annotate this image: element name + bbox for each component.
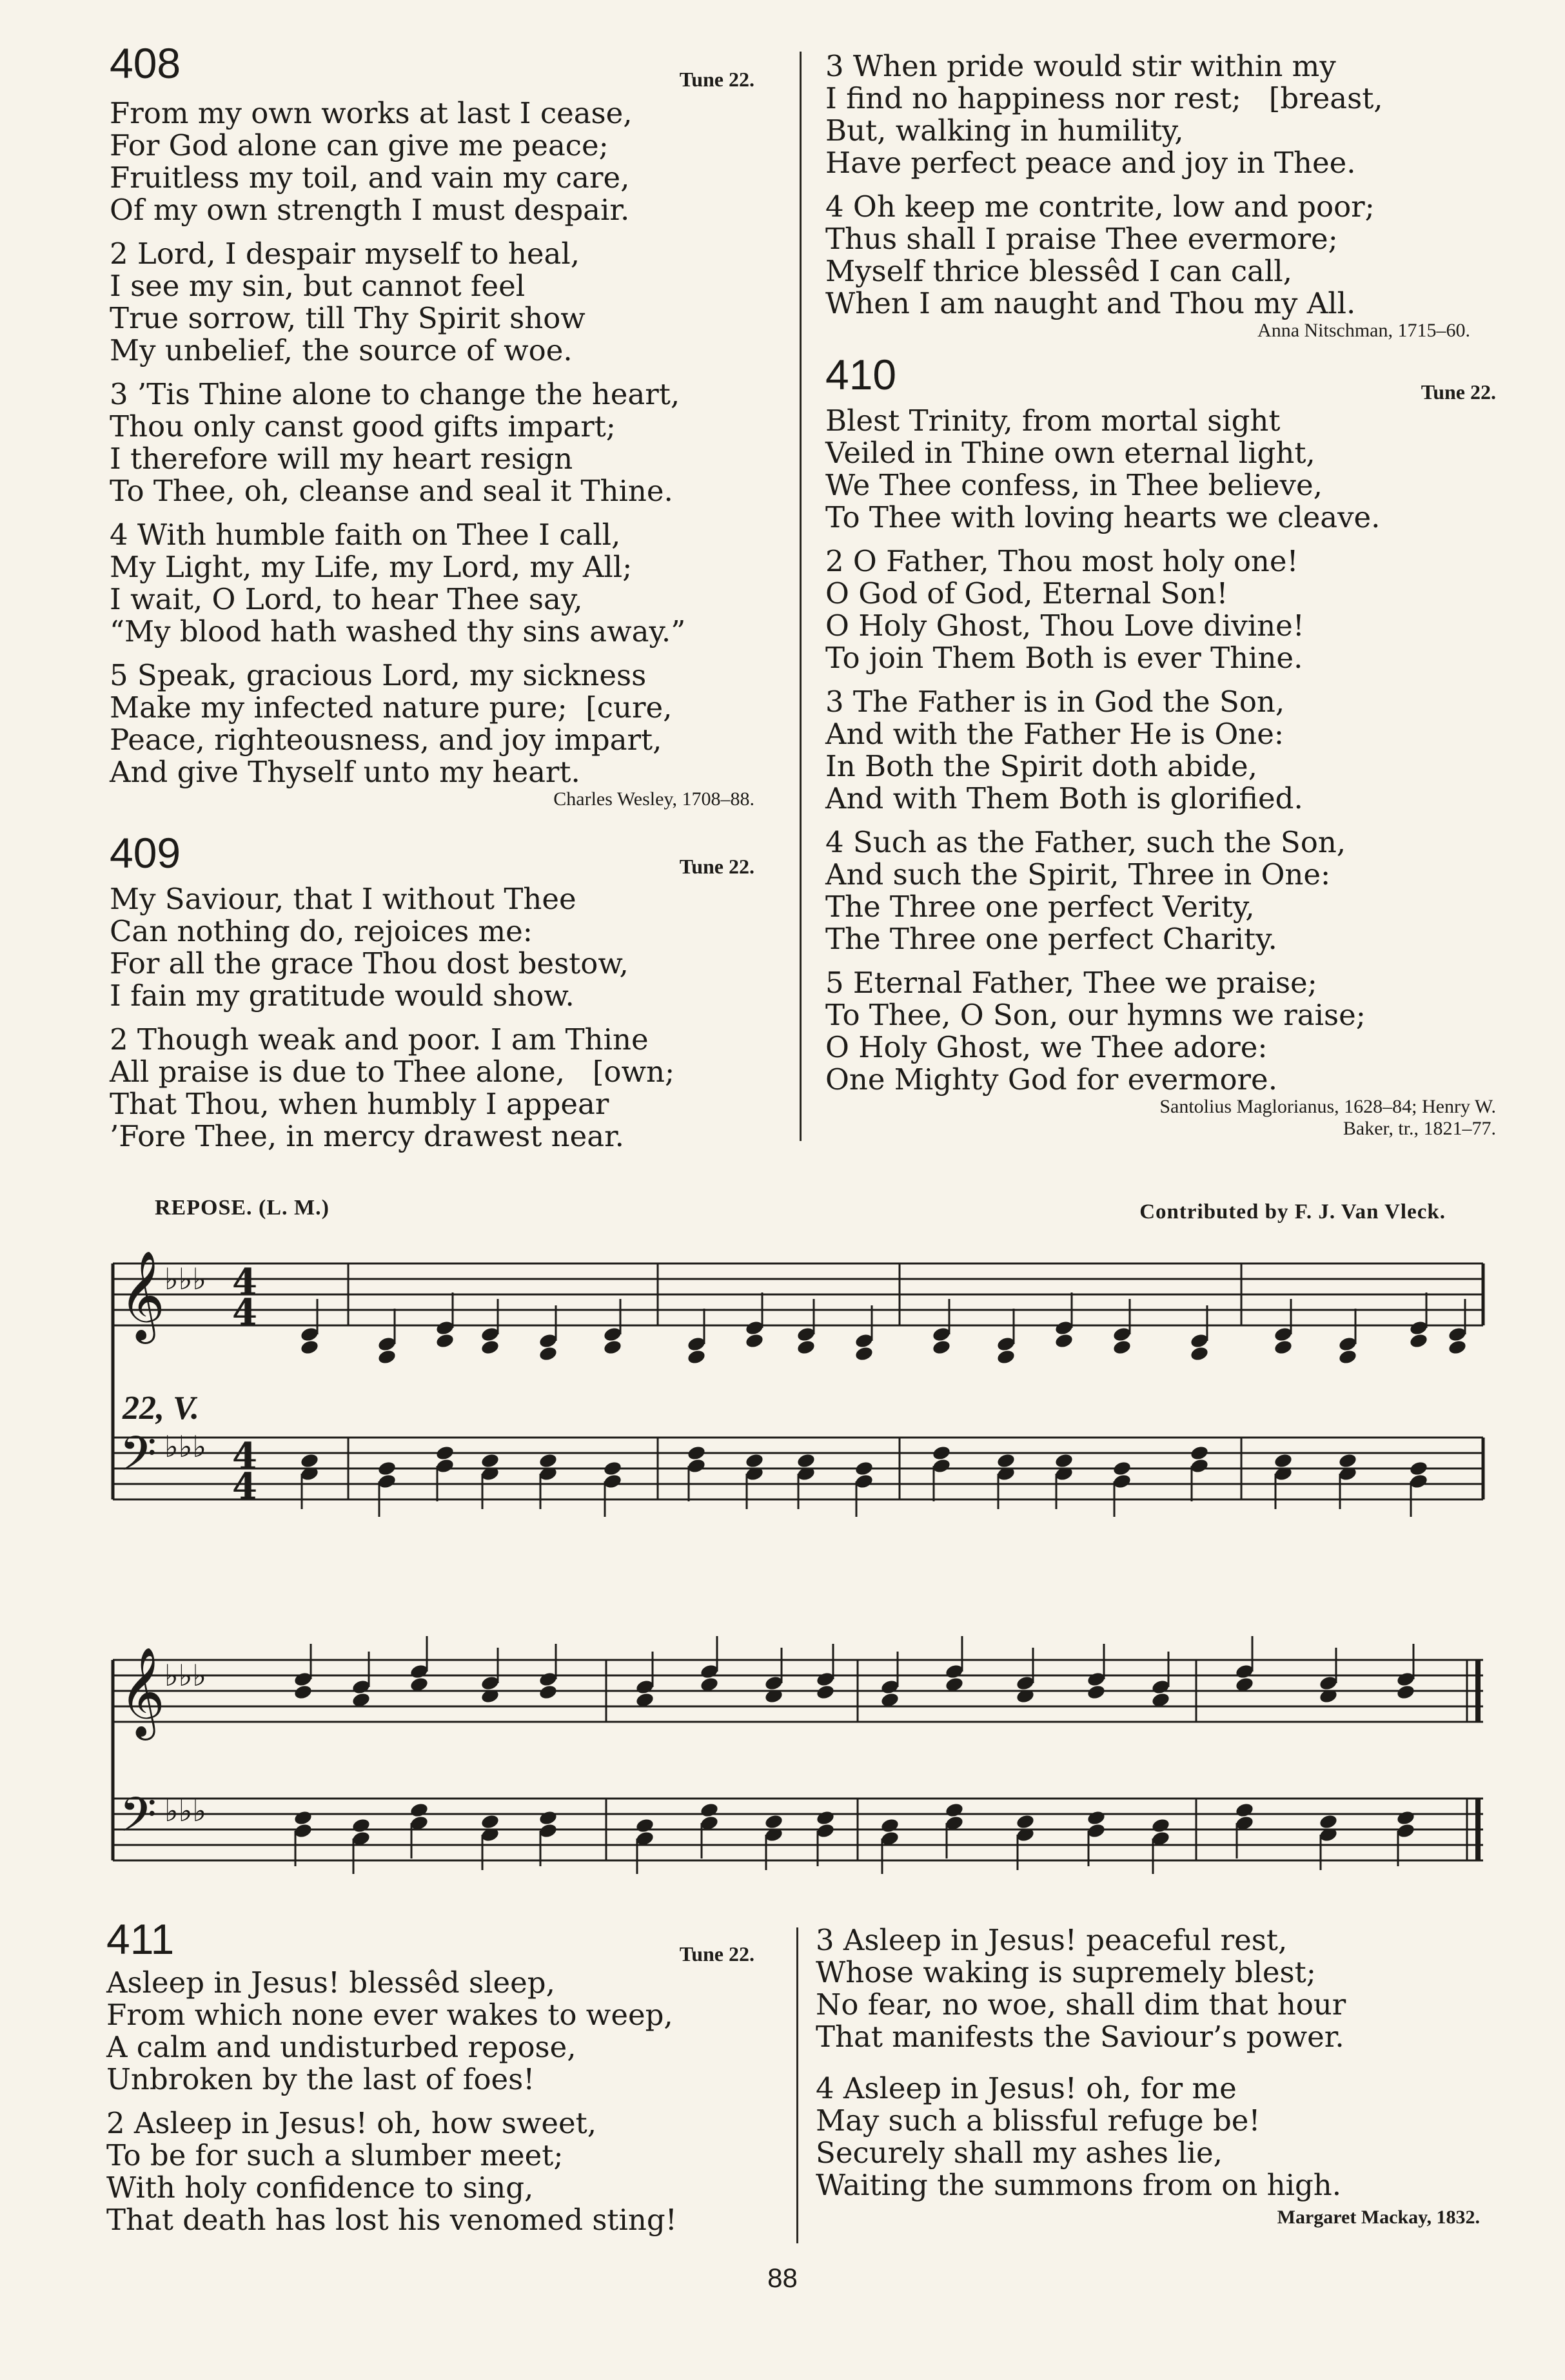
hymn-409-first	[110, 829, 767, 1153]
note-head	[687, 1445, 707, 1461]
note-head	[1112, 1460, 1132, 1477]
svg-text:4: 4	[232, 1465, 257, 1508]
note-head	[538, 1809, 558, 1826]
tune-reference: Tune 22.	[679, 68, 754, 91]
note-head	[1448, 1339, 1468, 1356]
key-signature-flats: ♭♭♭	[164, 1429, 207, 1464]
note-head	[1338, 1349, 1358, 1365]
key-signature-flats: ♭♭♭	[164, 1262, 207, 1296]
contributor-credit: Contributed by F. J. Van Vleck.	[1139, 1200, 1446, 1224]
tune-title: REPOSE. (L. M.)	[155, 1196, 330, 1220]
hymn-409-continued	[825, 50, 1509, 342]
stanza: 5 Speak, gracious Lord, my sickness Make my infected nature pure; [cure, Peace, righteousness, and joy impart, And give Thyself unto my heart.	[110, 658, 673, 789]
note-head	[932, 1339, 952, 1356]
note-head	[1396, 1809, 1416, 1826]
hymn-410	[825, 353, 1509, 1140]
note-head	[480, 1452, 500, 1469]
note-head	[745, 1332, 765, 1349]
music-score	[0, 1225, 1565, 1934]
note-head	[1087, 1809, 1107, 1826]
note-head	[764, 1813, 784, 1830]
page-number: 88	[767, 2263, 798, 2293]
stanza: 3 The Father is in God the Son, And with the Father He is One: In Both the Spirit doth abide, And with Them Both is glorified.	[825, 685, 1303, 815]
note-head	[300, 1339, 320, 1356]
tune-reference: Tune 22.	[1421, 380, 1496, 404]
treble-staff-1	[113, 1263, 1483, 1325]
note-head	[538, 1684, 558, 1701]
note-head	[293, 1809, 313, 1826]
svg-text:4: 4	[232, 1291, 257, 1334]
hymn-number: 409	[110, 829, 181, 877]
note-head	[435, 1332, 455, 1349]
time-signature: 4	[232, 1261, 257, 1303]
note-head	[1112, 1339, 1132, 1356]
note-head	[816, 1684, 836, 1701]
note-head	[1274, 1452, 1294, 1469]
note-head	[1190, 1345, 1210, 1362]
author-credit: Santolius Maglorianus, 1628–84; Henry W. Baker, tr., 1821–77.	[1159, 1096, 1496, 1139]
stanza: 3 When pride would stir within my I find no happiness nor rest; [breast, But, walking in humility, Have perfect peace and joy in Thee.	[825, 49, 1383, 180]
note-head	[1338, 1452, 1358, 1469]
note-head	[293, 1684, 313, 1701]
stanza: 4 Oh keep me contrite, low and poor; Thus shall I praise Thee evermore; Myself thrice blessêd I can call, When I am naught and Thou my All.	[825, 190, 1375, 320]
hymn-411-continued	[816, 1924, 1512, 2229]
note-head	[1409, 1460, 1429, 1477]
stanza: 3 Asleep in Jesus! peaceful rest, Whose waking is supremely blest; No fear, no woe, shall dim that hour That manifests the Saviour’s power.	[816, 1923, 1346, 2054]
stanza: 2 Though weak and poor. I am Thine All praise is due to Thee alone, [own; That Thou, when humbly I appear ’Fore Thee, in mercy drawest near.	[110, 1022, 675, 1153]
stanza: 3 ’Tis Thine alone to change the heart, Thou only canst good gifts impart; I therefore will my heart resign To Thee, oh, cleanse and seal it Thine.	[110, 377, 680, 508]
note-head	[1409, 1332, 1429, 1349]
note-head	[480, 1813, 500, 1830]
column-divider	[800, 52, 802, 1141]
hymn-number: 410	[825, 351, 897, 398]
bass-clef-icon: 𝄢	[119, 1426, 157, 1494]
bass-clef-icon: 𝄢	[119, 1787, 157, 1855]
stanza: From my own works at last I cease, For God alone can give me peace; Fruitless my toil, and vain my care, Of my own strength I must despair.	[110, 96, 633, 227]
stanza: 4 Asleep in Jesus! oh, for me May such a blissful refuge be! Securely shall my ashes lie, Waiting the summons from on high.	[816, 2071, 1342, 2202]
note-head	[796, 1339, 816, 1356]
note-head	[538, 1452, 558, 1469]
note-head	[700, 1802, 720, 1819]
tune-reference: Tune 22.	[679, 855, 754, 878]
author-credit: Margaret Mackay, 1832.	[1277, 2207, 1480, 2228]
key-signature-flats: ♭♭♭	[164, 1793, 207, 1828]
note-head	[377, 1349, 397, 1365]
note-head	[745, 1452, 765, 1469]
note-head	[1054, 1452, 1074, 1469]
note-head	[854, 1345, 874, 1362]
note-head	[880, 1817, 900, 1834]
note-head	[377, 1460, 397, 1477]
note-head	[603, 1460, 623, 1477]
note-head	[1274, 1339, 1294, 1356]
note-head	[945, 1802, 965, 1819]
stanza: My Saviour, that I without Thee Can nothing do, rejoices me: For all the grace Thou dost bestow, I fain my gratitude would show.	[110, 882, 629, 1013]
note-head	[300, 1452, 320, 1469]
treble-clef-icon: 𝄞	[119, 1647, 165, 1737]
note-head	[435, 1445, 455, 1461]
note-head	[854, 1460, 874, 1477]
note-head	[538, 1345, 558, 1362]
note-head	[1087, 1684, 1107, 1701]
stanza: 4 With humble faith on Thee I call, My Light, my Life, my Lord, my All; I wait, O Lord, to hear Thee say, “My blood hath washed thy sins away.”	[110, 518, 686, 649]
hymn-number: 411	[106, 1915, 175, 1963]
stanza: Blest Trinity, from mortal sight Veiled in Thine own eternal light, We Thee confess, in Thee believe, To Thee with loving hearts we cleave.	[825, 404, 1381, 534]
note-head	[635, 1817, 655, 1834]
author-credit: Charles Wesley, 1708–88.	[553, 788, 754, 810]
hymn-number: 408	[110, 39, 181, 87]
column-divider	[796, 1927, 798, 2243]
tune-reference: Tune 22.	[679, 1942, 754, 1965]
note-head	[1151, 1817, 1171, 1834]
note-head	[1190, 1445, 1210, 1461]
bass-staff-2	[113, 1799, 1483, 1860]
hymn-408	[110, 39, 767, 810]
stanza: 4 Such as the Father, such the Son, And such the Spirit, Three in One: The Three one perfect Verity, The Three one perfect Charity.	[825, 825, 1346, 956]
note-head	[1054, 1332, 1074, 1349]
key-signature-flats: ♭♭♭	[164, 1658, 207, 1693]
stanza: 2 Lord, I despair myself to heal, I see my sin, but cannot feel True sorrow, till Thy Spirit show My unbelief, the source of woe.	[110, 237, 586, 367]
treble-staff-2	[113, 1660, 1483, 1722]
note-head	[480, 1339, 500, 1356]
note-head	[1235, 1802, 1255, 1819]
hymn-411	[106, 1915, 771, 2237]
author-credit: Anna Nitschman, 1715–60.	[1257, 320, 1470, 341]
note-head	[351, 1817, 371, 1834]
tune-number: 22, V.	[123, 1390, 199, 1427]
stanza: Asleep in Jesus! blessêd sleep, From which none ever wakes to weep, A calm and undisturbed repose, Unbroken by the last of foes!	[106, 1965, 673, 2096]
note-head	[687, 1349, 707, 1365]
note-head	[932, 1445, 952, 1461]
svg-text:4: 4	[232, 1435, 257, 1478]
note-head	[816, 1809, 836, 1826]
note-head	[996, 1349, 1016, 1365]
stanza: 2 Asleep in Jesus! oh, how sweet, To be for such a slumber meet; With holy confidence to sing, That death has lost his venomed sting!	[106, 2106, 677, 2237]
note-head	[1016, 1813, 1036, 1830]
treble-clef-icon: 𝄞	[119, 1251, 165, 1340]
note-head	[1319, 1813, 1339, 1830]
note-head	[796, 1452, 816, 1469]
note-head	[1396, 1684, 1416, 1701]
note-head	[409, 1802, 429, 1819]
note-head	[996, 1452, 1016, 1469]
note-head	[603, 1339, 623, 1356]
stanza: 2 O Father, Thou most holy one! O God of God, Eternal Son! O Holy Ghost, Thou Love divine! To join Them Both is ever Thine.	[825, 544, 1304, 675]
stanza: 5 Eternal Father, Thee we praise; To Thee, O Son, our hymns we raise; O Holy Ghost, we Thee adore: One Mighty God for evermore.	[825, 966, 1366, 1097]
